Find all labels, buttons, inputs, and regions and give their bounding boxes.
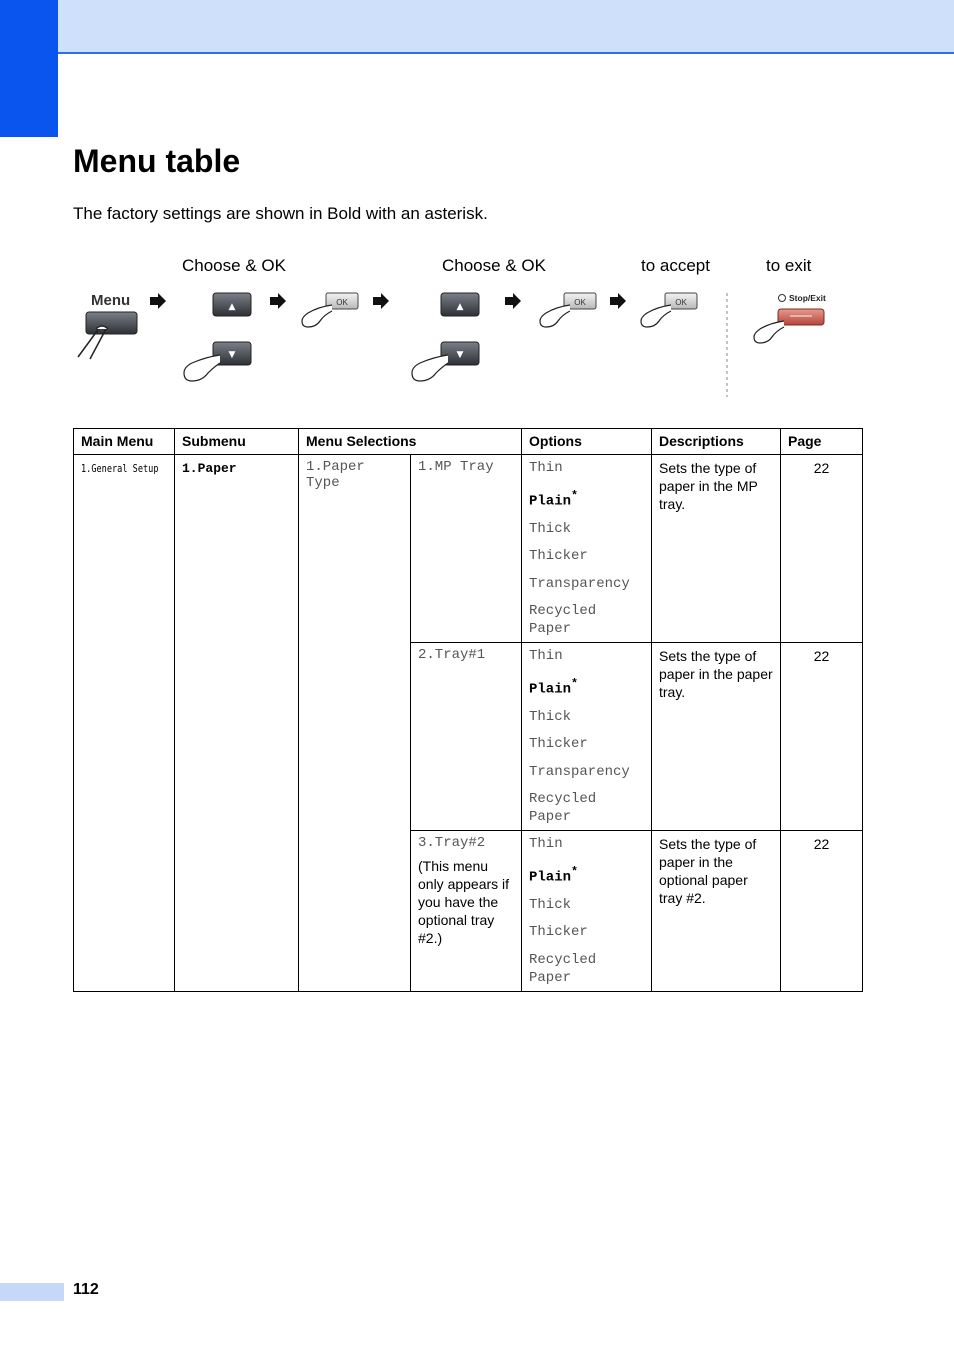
key-sequence-diagram [70,285,870,405]
tray-name: 1.MP Tray [418,459,494,475]
svg-text:OK: OK [336,298,348,307]
selection-cell [299,455,411,992]
option-item: Thick [529,708,572,725]
option-item: Thicker [529,924,588,941]
page-number: 112 [73,1281,99,1298]
step-label-exit: to exit [766,256,812,275]
svg-text:▲: ▲ [228,302,236,312]
table-header-row [74,429,863,455]
tray-name-cell [411,643,522,831]
tray-name: 3.Tray#2 [418,835,486,852]
option-item: Transparency [529,575,630,592]
stop-icon [779,295,786,302]
options-cell [522,831,652,992]
header-descriptions: Descriptions [652,429,781,455]
svg-text:▲: ▲ [456,302,464,312]
selection-value: 1.Paper Type [306,459,365,491]
chapter-tab [0,0,58,137]
footer-band [0,1283,64,1301]
header-main-menu: Main Menu [74,429,175,455]
description-cell: Sets the type of paper in the MP tray. [652,455,781,643]
option-item: Recycled Paper [529,791,597,826]
table-row [74,455,863,643]
option-item: Recycled Paper [529,603,597,638]
arrow-icon [505,293,521,309]
svg-text:▼: ▼ [456,350,464,360]
description-cell: Sets the type of paper in the optional paper tray #2. [652,831,781,992]
option-item: Thin [529,648,563,665]
arrow-icon [610,293,626,309]
up-key [441,293,479,316]
ok-key [540,293,596,327]
ok-key [641,293,697,327]
header-options: Options [522,429,652,455]
option-item: Thin [529,460,563,476]
up-key [213,293,251,316]
arrow-icon [373,293,389,309]
option-item-default: Plain* [529,864,579,886]
options-cell [522,643,652,831]
menu-key [78,312,137,359]
tray-name-cell [411,831,522,992]
step-label-choose-ok-2: Choose & OK [442,256,546,275]
step-label-accept: to accept [641,256,710,275]
menu-table [73,428,863,992]
option-item: Thicker [529,548,588,565]
svg-text:OK: OK [574,298,586,307]
tray-name: 2.Tray#1 [418,647,486,664]
option-item-default: Plain* [529,676,579,698]
intro-text: The factory settings are shown in Bold with an asterisk. [73,204,488,223]
main-menu-value: 1.General Setup [81,462,159,475]
header-page: Page [781,429,863,455]
tray-note: (This menu only appears if you have the optional tray #2.) [418,858,510,947]
submenu-cell [175,455,299,992]
option-item: Thin [529,836,563,853]
page-cell: 22 [781,831,863,992]
main-menu-cell [74,455,175,992]
arrow-icon [150,293,166,309]
page-title: Menu table [73,143,241,179]
down-key [184,342,251,381]
menu-key-label: Menu [91,292,131,309]
svg-text:▼: ▼ [228,350,236,360]
svg-text:Stop/Exit: Stop/Exit [789,293,826,303]
submenu-value: 1.Paper [182,461,237,476]
option-item: Thick [529,896,572,913]
page-cell: 22 [781,455,863,643]
stop-exit-key [754,293,826,343]
page-cell: 22 [781,643,863,831]
ok-key [302,293,358,327]
header-menu-selections: Menu Selections [299,429,522,455]
option-item: Transparency [529,763,630,780]
arrow-icon [270,293,286,309]
option-item-default: Plain* [529,488,579,510]
step-label-choose-ok-1: Choose & OK [182,256,286,275]
svg-text:OK: OK [675,298,687,307]
tray-name-cell [411,455,522,643]
option-item: Thick [529,520,572,537]
description-cell: Sets the type of paper in the paper tray. [652,643,781,831]
options-cell [522,455,652,643]
option-item: Recycled Paper [529,951,597,986]
header-submenu: Submenu [175,429,299,455]
down-key [412,342,479,381]
header-band [0,0,954,54]
option-item: Thicker [529,736,588,753]
